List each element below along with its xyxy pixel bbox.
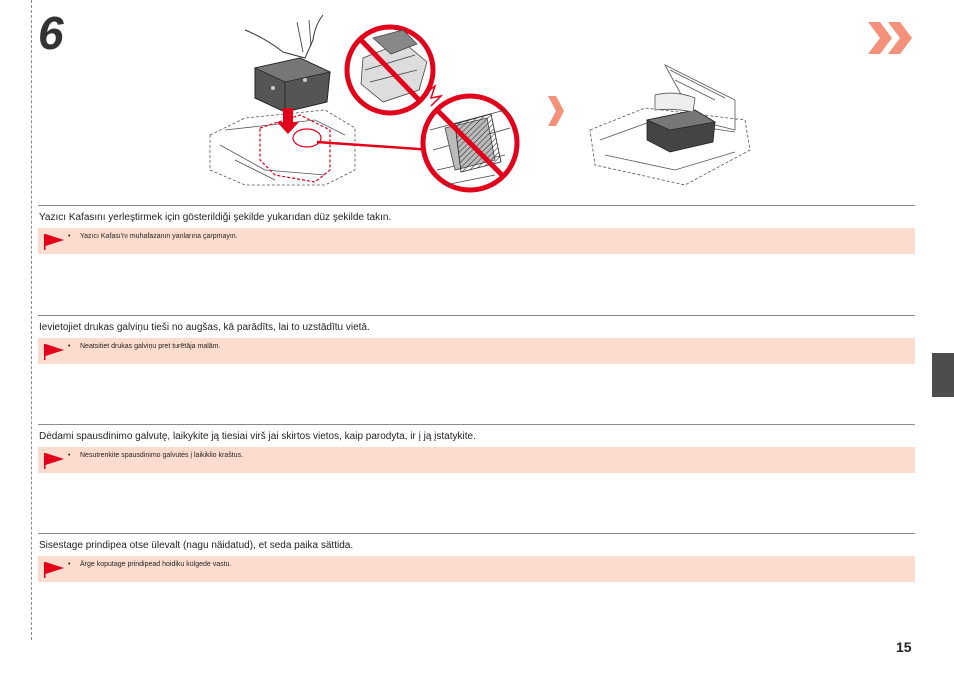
bullet: •	[68, 233, 71, 240]
caution-flag-icon	[43, 561, 65, 579]
instruction-text: Yazıcı Kafasını yerleştirmek için gösterildiği şekilde yukarıdan düz şekilde takın.	[39, 212, 392, 223]
section-divider	[38, 205, 915, 206]
caution-text: Nesutrenkite spausdinimo galvutės į laikiklio kraštus.	[80, 452, 244, 459]
caution-box	[38, 338, 915, 364]
section-divider	[38, 533, 915, 534]
caution-flag-icon	[43, 452, 65, 470]
bullet: •	[68, 343, 71, 350]
instruction-section-tr	[38, 205, 915, 254]
bullet: •	[68, 452, 71, 459]
print-head-installed-illustration	[585, 60, 755, 190]
caution-text: Neatsitiet drukas galviņu pret turētāja malām.	[80, 343, 221, 350]
instruction-section-et	[38, 533, 915, 582]
caution-flag-icon	[43, 343, 65, 361]
section-divider	[38, 315, 915, 316]
caution-flag-icon	[43, 233, 65, 251]
step-number: 6	[38, 7, 64, 59]
caution-text: Yazıcı Kafası'nı muhafazanın yanlarına çarpmayın.	[80, 233, 238, 240]
caution-box	[38, 556, 915, 582]
instruction-text: Ievietojiet drukas galviņu tieši no augšas, kā parādīts, lai to uzstādītu vietā.	[39, 322, 370, 333]
caution-text: Ärge koputage prindipead hoidiku külgede vastu.	[80, 561, 232, 568]
instruction-section-lt	[38, 424, 915, 473]
instruction-section-lv	[38, 315, 915, 364]
side-tab-marker	[932, 353, 954, 397]
caution-box	[38, 228, 915, 254]
print-head-insertion-illustration	[205, 10, 525, 200]
cut-guide-line	[31, 0, 32, 640]
double-chevron-right-icon	[866, 18, 918, 58]
bullet: •	[68, 561, 71, 568]
caution-box	[38, 447, 915, 473]
page-number: 15	[896, 639, 912, 655]
chevron-right-icon	[546, 96, 566, 126]
instruction-text: Dėdami spausdinimo galvutę, laikykite ją tiesiai virš jai skirtos vietos, kaip parodyta, ir į ją įstatykite.	[39, 431, 476, 442]
section-divider	[38, 424, 915, 425]
instruction-text: Sisestage prindipea otse ülevalt (nagu näidatud), et seda paika sättida.	[39, 540, 354, 551]
